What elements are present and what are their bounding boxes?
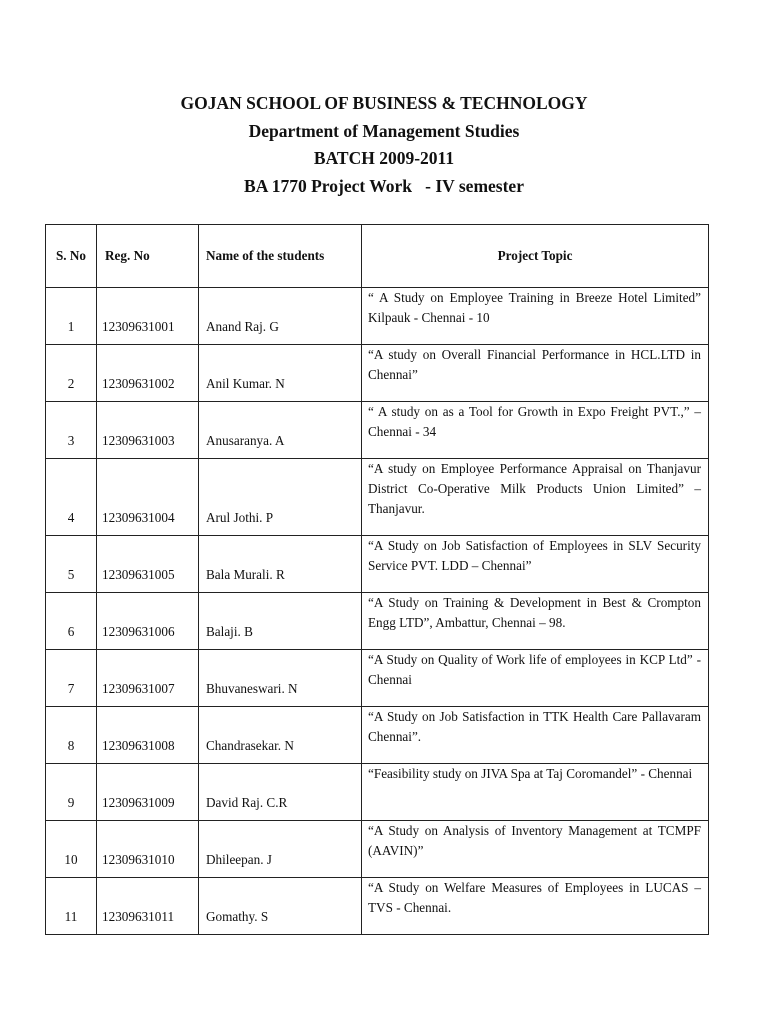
column-header-reg: Reg. No: [97, 225, 199, 288]
table-header-row: [46, 225, 709, 288]
cell-sno: 4: [46, 459, 97, 536]
cell-project-topic: “A Study on Job Satisfaction of Employees in SLV Security Service PVT. LDD – Chennai”: [362, 536, 709, 593]
course-title: BA 1770 Project Work - IV semester: [244, 175, 524, 196]
department-name: Department of Management Studies: [248, 120, 520, 141]
table-row: [46, 821, 709, 878]
cell-reg-no: 12309631007: [97, 650, 199, 707]
cell-student-name: Chandrasekar. N: [199, 707, 362, 764]
cell-reg-no: 12309631002: [97, 345, 199, 402]
cell-project-topic: “A Study on Job Satisfaction in TTK Health Care Pallavaram Chennai”.: [362, 707, 709, 764]
cell-reg-no: 12309631001: [97, 288, 199, 345]
project-table-container: [45, 224, 708, 935]
cell-student-name: Balaji. B: [199, 593, 362, 650]
cell-student-name: Bala Murali. R: [199, 536, 362, 593]
cell-sno: 7: [46, 650, 97, 707]
cell-sno: 6: [46, 593, 97, 650]
cell-sno: 2: [46, 345, 97, 402]
cell-sno: 5: [46, 536, 97, 593]
cell-reg-no: 12309631003: [97, 402, 199, 459]
cell-sno: 1: [46, 288, 97, 345]
cell-project-topic: “A Study on Welfare Measures of Employees in LUCAS – TVS - Chennai.: [362, 878, 709, 935]
cell-reg-no: 12309631011: [97, 878, 199, 935]
cell-student-name: Dhileepan. J: [199, 821, 362, 878]
cell-student-name: Anil Kumar. N: [199, 345, 362, 402]
cell-sno: 11: [46, 878, 97, 935]
cell-project-topic: “Feasibility study on JIVA Spa at Taj Coromandel” - Chennai: [362, 764, 709, 821]
cell-reg-no: 12309631010: [97, 821, 199, 878]
cell-reg-no: 12309631008: [97, 707, 199, 764]
column-header-name: Name of the students: [199, 225, 362, 288]
cell-sno: 10: [46, 821, 97, 878]
cell-reg-no: 12309631005: [97, 536, 199, 593]
table-row: [46, 593, 709, 650]
cell-reg-no: 12309631004: [97, 459, 199, 536]
cell-reg-no: 12309631006: [97, 593, 199, 650]
cell-student-name: Anand Raj. G: [199, 288, 362, 345]
table-row: [46, 764, 709, 821]
column-header-topic: Project Topic: [362, 225, 709, 288]
cell-project-topic: “A Study on Training & Development in Best & Crompton Engg LTD”, Ambattur, Chennai – 98.: [362, 593, 709, 650]
table-row: [46, 878, 709, 935]
cell-student-name: Anusaranya. A: [199, 402, 362, 459]
document-header: [0, 90, 768, 200]
cell-student-name: Bhuvaneswari. N: [199, 650, 362, 707]
cell-project-topic: “A study on Overall Financial Performance in HCL.LTD in Chennai”: [362, 345, 709, 402]
table-row: [46, 345, 709, 402]
institution-name: GOJAN SCHOOL OF BUSINESS & TECHNOLOGY: [180, 93, 588, 113]
cell-reg-no: 12309631009: [97, 764, 199, 821]
cell-project-topic: “ A Study on Employee Training in Breeze Hotel Limited” Kilpauk - Chennai - 10: [362, 288, 709, 345]
project-table: [45, 224, 709, 935]
table-row: [46, 707, 709, 764]
cell-project-topic: “A Study on Analysis of Inventory Management at TCMPF (AAVIN)”: [362, 821, 709, 878]
column-header-sno: S. No: [46, 225, 97, 288]
table-row: [46, 536, 709, 593]
cell-sno: 3: [46, 402, 97, 459]
table-row: [46, 288, 709, 345]
table-row: [46, 459, 709, 536]
cell-project-topic: “A Study on Quality of Work life of employees in KCP Ltd” - Chennai: [362, 650, 709, 707]
cell-project-topic: “A study on Employee Performance Appraisal on Thanjavur District Co-Operative Milk Products Union Limited” – Thanjavur.: [362, 459, 709, 536]
cell-sno: 8: [46, 707, 97, 764]
table-row: [46, 402, 709, 459]
cell-project-topic: “ A study on as a Tool for Growth in Expo Freight PVT.,” – Chennai - 34: [362, 402, 709, 459]
cell-student-name: Gomathy. S: [199, 878, 362, 935]
cell-student-name: Arul Jothi. P: [199, 459, 362, 536]
cell-student-name: David Raj. C.R: [199, 764, 362, 821]
cell-sno: 9: [46, 764, 97, 821]
batch-label: BATCH 2009-2011: [313, 148, 455, 168]
table-row: [46, 650, 709, 707]
